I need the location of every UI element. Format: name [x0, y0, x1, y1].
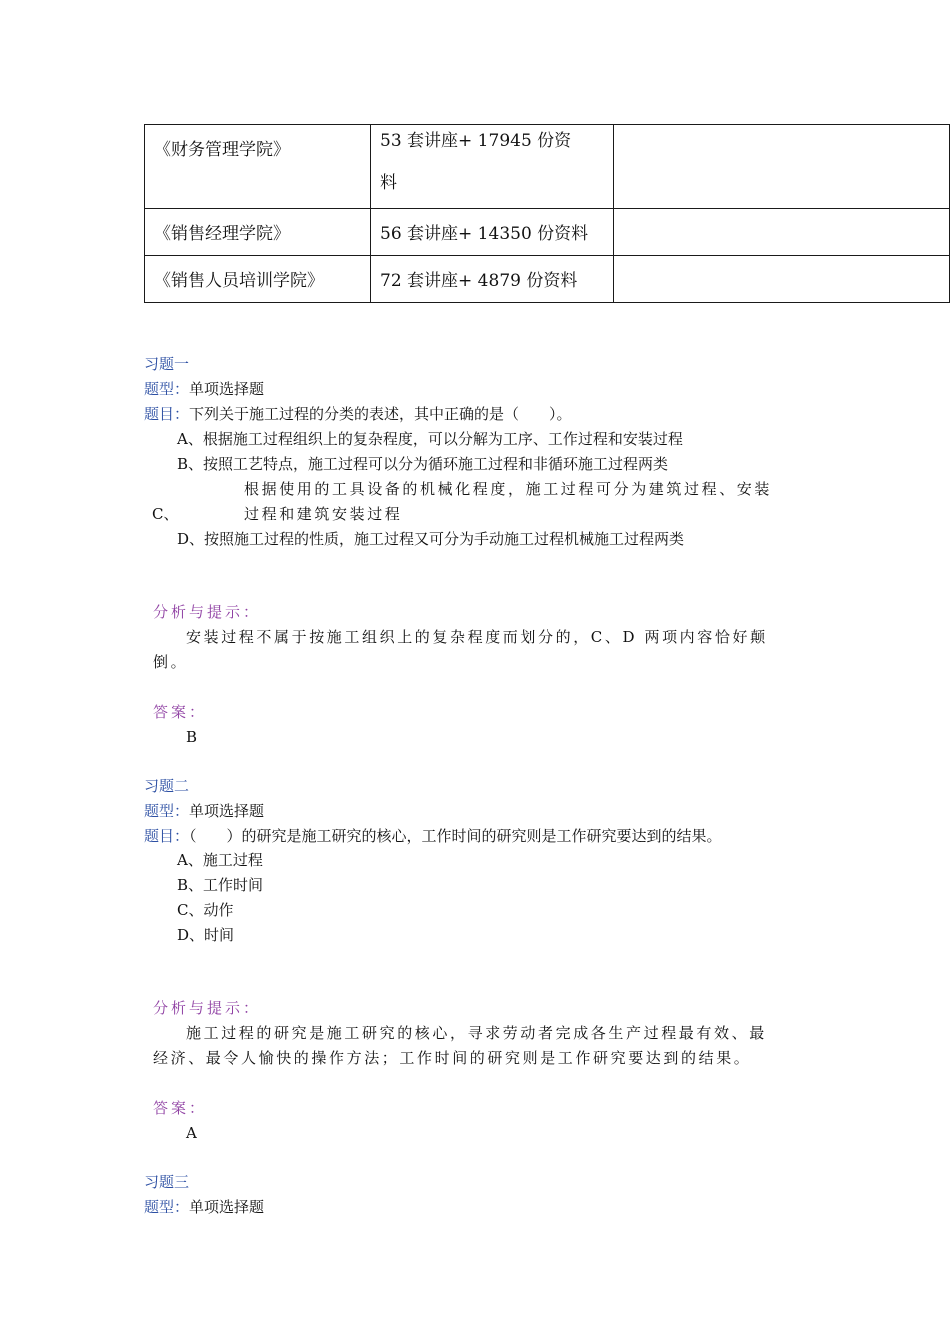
option-a: A、根据施工过程组织上的复杂程度，可以分解为工序、工作过程和安装过程 — [177, 430, 683, 448]
course-extra-cell — [614, 125, 950, 209]
course-name-cell: 《销售经理学院》 — [145, 209, 371, 256]
course-name-cell: 《财务管理学院》 — [145, 125, 371, 209]
answer-value: B — [186, 728, 198, 746]
type-value: 单项选择题 — [189, 380, 265, 398]
question-text: 下列关于施工过程的分类的表述，其中正确的是（ ）。 — [189, 405, 572, 423]
analysis-text-line2: 倒。 — [153, 653, 189, 671]
option-c-line2: 过程和建筑安装过程 — [244, 505, 403, 523]
exercise-title: 习题三 — [144, 1173, 190, 1191]
question-label: 题目： — [144, 827, 190, 845]
option-b: B、工作时间 — [177, 876, 264, 894]
table-row — [145, 256, 950, 303]
course-extra-cell — [614, 256, 950, 303]
question-stem — [144, 826, 722, 846]
answer-label: 答案： — [153, 703, 208, 721]
analysis-text-line1: 施工过程的研究是施工研究的核心，寻求劳动者完成各生产过程最有效、最 — [186, 1024, 767, 1042]
course-content-cell: 56 套讲座+ 14350 份资料 — [371, 209, 614, 256]
analysis-label: 分析与提示： — [153, 999, 262, 1017]
course-extra-cell — [614, 209, 950, 256]
type-label: 题型： — [144, 380, 190, 398]
course-name-cell: 《销售人员培训学院》 — [145, 256, 371, 303]
question-label: 题目： — [144, 405, 190, 423]
table-row — [145, 209, 950, 256]
type-label: 题型： — [144, 802, 190, 820]
course-content-line: 53 套讲座+ 17945 份资 — [380, 131, 572, 151]
analysis-text-line1: 安装过程不属于按施工组织上的复杂程度而划分的，C、D 两项内容恰好颠 — [186, 628, 768, 646]
option-d: D、按照施工过程的性质，施工过程又可分为手动施工过程机械施工过程两类 — [177, 530, 685, 548]
type-label: 题型： — [144, 1198, 190, 1216]
course-table — [144, 124, 950, 303]
type-value: 单项选择题 — [189, 802, 265, 820]
option-d: D、时间 — [177, 926, 235, 944]
course-content-line: 料 — [380, 173, 397, 193]
question-type — [144, 379, 264, 399]
course-content-cell — [371, 125, 614, 209]
analysis-label: 分析与提示： — [153, 603, 262, 621]
question-type — [144, 1197, 264, 1217]
question-text: （ ）的研究是施工研究的核心，工作时间的研究则是工作研究要达到的结果。 — [189, 827, 722, 845]
analysis-text-line2: 经济、最令人愉快的操作方法；工作时间的研究则是工作研究要达到的结果。 — [153, 1049, 752, 1067]
course-content-cell: 72 套讲座+ 4879 份资料 — [371, 256, 614, 303]
exercise-title: 习题二 — [144, 777, 190, 795]
option-c: C、动作 — [177, 901, 234, 919]
answer-label: 答案： — [153, 1099, 208, 1117]
option-b: B、按照工艺特点，施工过程可以分为循环施工过程和非循环施工过程两类 — [177, 455, 669, 473]
type-value: 单项选择题 — [189, 1198, 265, 1216]
option-a: A、施工过程 — [177, 851, 263, 869]
answer-value: A — [186, 1124, 197, 1142]
option-c-letter: C、 — [152, 505, 179, 523]
option-c-line1: 根据使用的工具设备的机械化程度，施工过程可分为建筑过程、安装 — [244, 480, 773, 498]
question-stem — [144, 404, 572, 424]
table-row — [145, 125, 950, 209]
question-type — [144, 801, 264, 821]
exercise-title: 习题一 — [144, 355, 190, 373]
